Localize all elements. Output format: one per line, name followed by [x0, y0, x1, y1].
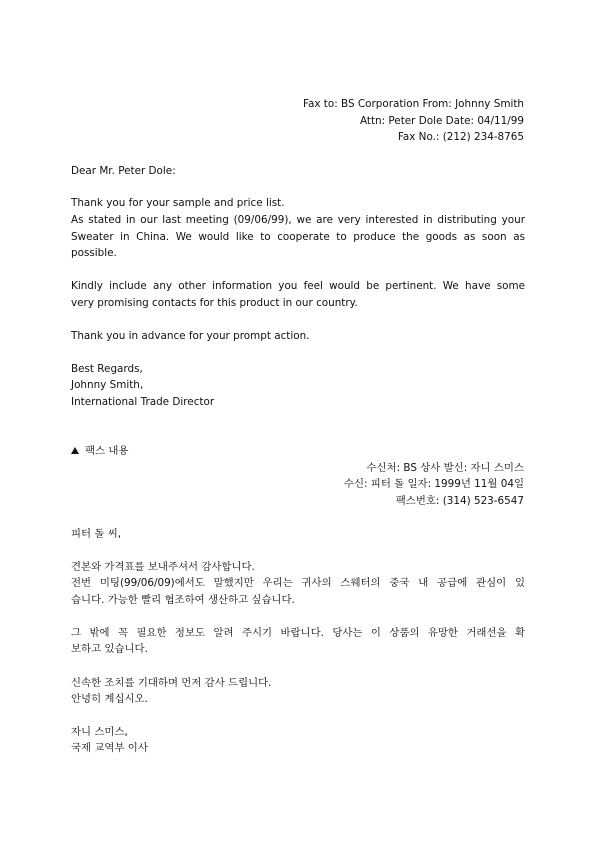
korean-signature-name: 자니 스미스,	[71, 726, 128, 738]
korean-section-title: 팩스 내용	[85, 445, 129, 457]
closing-regards: Best Regards,	[71, 363, 143, 375]
fax-header-to-from: Fax to: BS Corporation From: Johnny Smith	[302, 98, 524, 110]
body-paragraph-1-line-3: Sweater in China. We would like to cooperate to produce the goods as soon as	[71, 231, 525, 243]
korean-header-to-from: 수신처: BS 상사 발신: 자니 스미스	[366, 462, 524, 474]
korean-paragraph-2-line-1: 그 밖에 꼭 필요한 정보도 알려 주시기 바랍니다. 당사는 이 상품의 유망한 거래선을 확	[71, 627, 525, 639]
korean-header-attn-date: 수신: 피터 돌 일자: 1999년 11월 04일	[343, 478, 524, 490]
body-paragraph-1-line-1: Thank you for your sample and price list.	[71, 197, 285, 209]
triangle-marker-icon	[71, 447, 79, 454]
korean-paragraph-1-line-3: 습니다. 가능한 빨리 협조하여 생산하고 싶습니다.	[71, 594, 295, 606]
korean-salutation: 피터 돌 씨,	[71, 528, 122, 540]
body-paragraph-1-line-2: As stated in our last meeting (09/06/99), we are very interested in distributing your	[71, 214, 525, 226]
signature-title: International Trade Director	[71, 396, 215, 408]
korean-signature-title: 국제 교역부 이사	[71, 742, 148, 754]
korean-paragraph-1-line-1: 견본와 가격표를 보내주셔서 감사합니다.	[71, 561, 255, 573]
body-paragraph-1-line-4: possible.	[71, 247, 117, 259]
body-paragraph-3: Thank you in advance for your prompt action.	[71, 330, 310, 342]
korean-paragraph-1-line-2: 전번 미팅(99/06/09)에서도 말했지만 우리는 귀사의 스웨터의 중국 내 공급에 관심이 있	[71, 577, 525, 589]
fax-header-attn-date: Attn: Peter Dole Date: 04/11/99	[359, 115, 524, 127]
korean-paragraph-2-line-2: 보하고 있습니다.	[71, 643, 148, 655]
salutation: Dear Mr. Peter Dole:	[71, 165, 176, 177]
korean-paragraph-3-line-1: 신속한 조치를 기대하며 먼저 감사 드립니다.	[71, 677, 272, 689]
korean-paragraph-3-line-2: 안녕히 계십시오.	[71, 693, 148, 705]
body-paragraph-2-line-1: Kindly include any other information you feel would be pertinent. We have some	[71, 280, 525, 292]
body-paragraph-2-line-2: very promising contacts for this product in our country.	[71, 297, 358, 309]
signature-name: Johnny Smith,	[71, 379, 144, 391]
korean-header-fax-number: 팩스번호: (314) 523-6547	[395, 495, 524, 507]
korean-section-heading	[71, 444, 128, 458]
fax-header-fax-number: Fax No.: (212) 234-8765	[397, 131, 524, 143]
